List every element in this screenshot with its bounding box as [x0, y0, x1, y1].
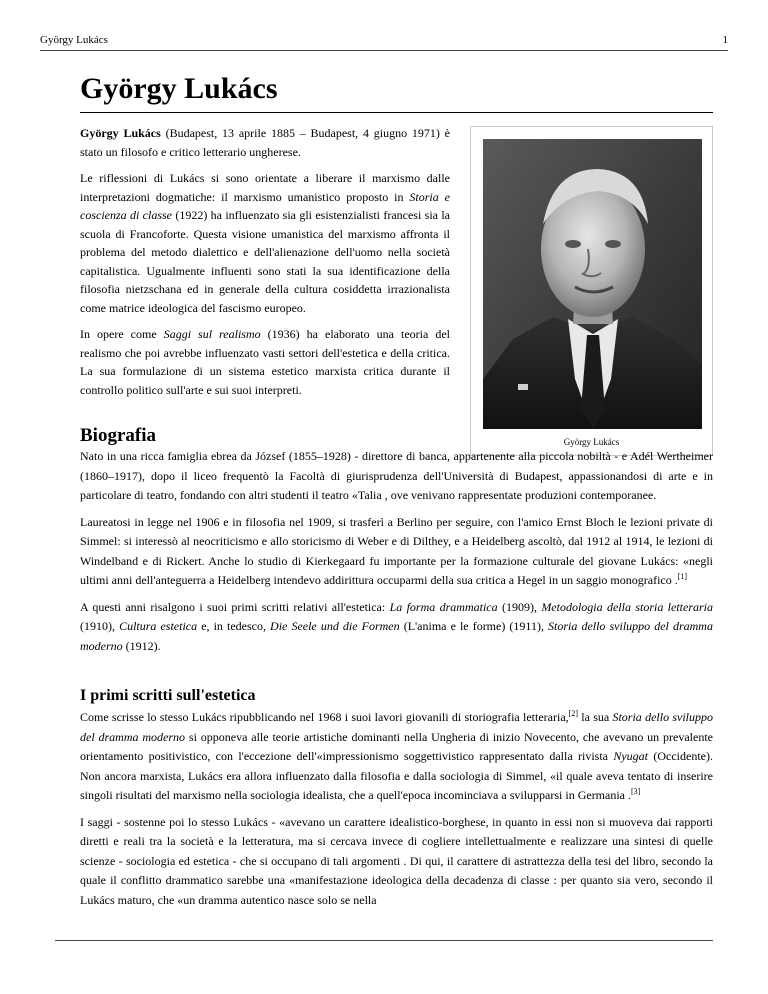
reference-link[interactable]: [2]: [568, 709, 578, 718]
portrait-photo: [483, 139, 702, 429]
lead-text: In opere come: [80, 327, 164, 341]
header-rule: [40, 50, 728, 51]
body-text: Come scrisse lo stesso Lukács ripubblicando nel 1968 i suoi lavori giovanili di storiografia letteraria,: [80, 710, 569, 724]
body-paragraph: [80, 598, 713, 657]
lead-paragraph: [80, 169, 450, 317]
lead-paragraph: [80, 325, 450, 399]
body-paragraph: [80, 708, 713, 806]
section-heading-biografia: Biografia: [80, 425, 156, 446]
section-heading-primi-scritti: I primi scritti sull'estetica: [80, 687, 256, 704]
body-text: (Occidente). Non ancora marxista, Lukács era allora influenzato dalla filosofia e dalla sociologia di Simmel, «il quale aveva tentato di inserire singoli risultati del marxismo nella sociologia idealista, che a quell'epoca incominciava a svilupparsi in Germania .: [80, 749, 713, 802]
body-text: (1912).: [122, 638, 161, 653]
work-title: Die Seele und die Formen: [270, 619, 400, 633]
lead-section: [80, 124, 450, 407]
body-text: A questi anni risalgono i suoi primi scritti relativi all'estetica:: [80, 599, 390, 614]
work-title: Storia dello sviluppo del dramma moderno: [80, 710, 714, 744]
header-title: György Lukács: [40, 34, 108, 46]
primi-scritti-section: [80, 708, 713, 917]
page-number: 1: [722, 34, 728, 46]
biografia-section: [80, 447, 713, 663]
body-text: si opponeva alle teorie artistiche dominanti nella Ungheria di inizio Novecento, che avevano un prevalente orientamento positivistico, con l'eccezione dell'«impressionismo soggettivistico rappresentato dalla rivista: [80, 729, 713, 763]
article: [80, 72, 714, 907]
work-title: La forma drammatica: [389, 599, 498, 614]
work-title: Storia e coscienza di classe: [80, 189, 450, 222]
footer-rule: [55, 940, 713, 941]
lead-text: (Budapest, 13 aprile 1885 – Budapest, 4 giugno 1971) è stato un filosofo e critico letterario ungherese.: [80, 126, 450, 159]
page-header: [40, 34, 728, 48]
page-title: György Lukács: [80, 72, 713, 113]
body-paragraph: [80, 513, 713, 591]
infobox-caption: György Lukács: [563, 437, 620, 447]
body-text: Laureatosi in legge nel 1906 e in filosofia nel 1909, si trasferì a Berlino per seguire, con l'amico Ernst Bloch le lezioni private di Simmel: si interessò al neocriticismo e allo storicismo di Weber e di Dilthey, e a Heidelberg ascoltò, dal 1912 al 1914, le lezioni di Windelband e di Rickert. Anche lo studio di Kierkegaard fu importante per la formazione culturale del giovane Lukács: «negli ultimi anni dell'anteguerra a Heidelberg intendevo addirittura occuparmi della sua critica a Hegel in un saggio monografico .: [80, 514, 713, 587]
lead-text: Le riflessioni di Lukács si sono orientate a liberare il marxismo dalle interpretazioni dogmatiche: il marxismo umanistico proposto in: [80, 171, 450, 204]
body-text: (L'anima e le forme) (1911),: [399, 619, 549, 633]
reference-link[interactable]: [1]: [677, 572, 688, 581]
lead-text: (1922) ha influenzato sia gli esistenzialisti francesi sia la scuola di Francoforte. Questa visione umanistica del marxismo affronta il problema del metodo dialettico e dell'alienazione dell'uomo nella società capitalistica. Ugualmente influenti sono stati la sua identificazione della filosofia nietzschana ed in generale della cultura cosiddetta irrazionalista come matrice ideologica del fascismo europeo.: [80, 208, 450, 315]
body-text: (1909),: [497, 599, 542, 614]
magazine-title: Nyugat: [613, 749, 649, 763]
work-title: Metodologia della storia letteraria: [541, 599, 714, 614]
body-text: (1910),: [80, 619, 120, 633]
body-text: e, in tedesco,: [197, 619, 271, 633]
body-text: la sua: [578, 710, 613, 724]
body-paragraph: Nato in una ricca famiglia ebrea da József (1855–1928) - direttore di banca, appartenente alla piccola nobiltà - e Adél Wertheimer (1860–1917), dopo il liceo frequentò la Facoltà di giurisprudenza dell'Università di Budapest, appassionandosi di arte e in particolare di teatro, fondando con altri studenti il teatro «Talia , ove venivano rappresentate produzioni contemporanee.: [80, 449, 713, 502]
infobox: [470, 126, 713, 456]
lead-text: (1936) ha elaborato una teoria del realismo che poi avrebbe influenzato vasti settori dell'estetica e della critica. La sua formulazione di un sistema estetico marxista critica durante il controllo politico sull'arte e sui suoi interpreti.: [80, 327, 450, 397]
work-title: Saggi sul realismo: [163, 327, 261, 341]
work-title: Storia dello sviluppo del dramma moderno: [80, 619, 713, 653]
lead-paragraph: [80, 124, 450, 161]
work-title: Cultura estetica: [119, 619, 198, 633]
reference-link[interactable]: [3]: [631, 787, 641, 796]
subject-name: György Lukács: [80, 126, 161, 140]
body-paragraph: I saggi - sostenne poi lo stesso Lukács - «avevano un carattere idealistico-borghese, in quanto in essi non si muoveva dai rapporti diretti e reali tra la società e la letteratura, ma si cercava invece di cogliere intellettualmente e realizzare una sintesi di quelle scienze - sociologia ed estetica - che si occupano di tali argomenti . Di qui, il carattere di astrattezza della tesi del libro, secondo la quale il conflitto drammatico sarebbe una «manifestazione ideologica della decadenza di classe : per quanto sia vero, secondo il Lukács maturo, che «un dramma autentico nasce solo se nella: [80, 814, 713, 907]
